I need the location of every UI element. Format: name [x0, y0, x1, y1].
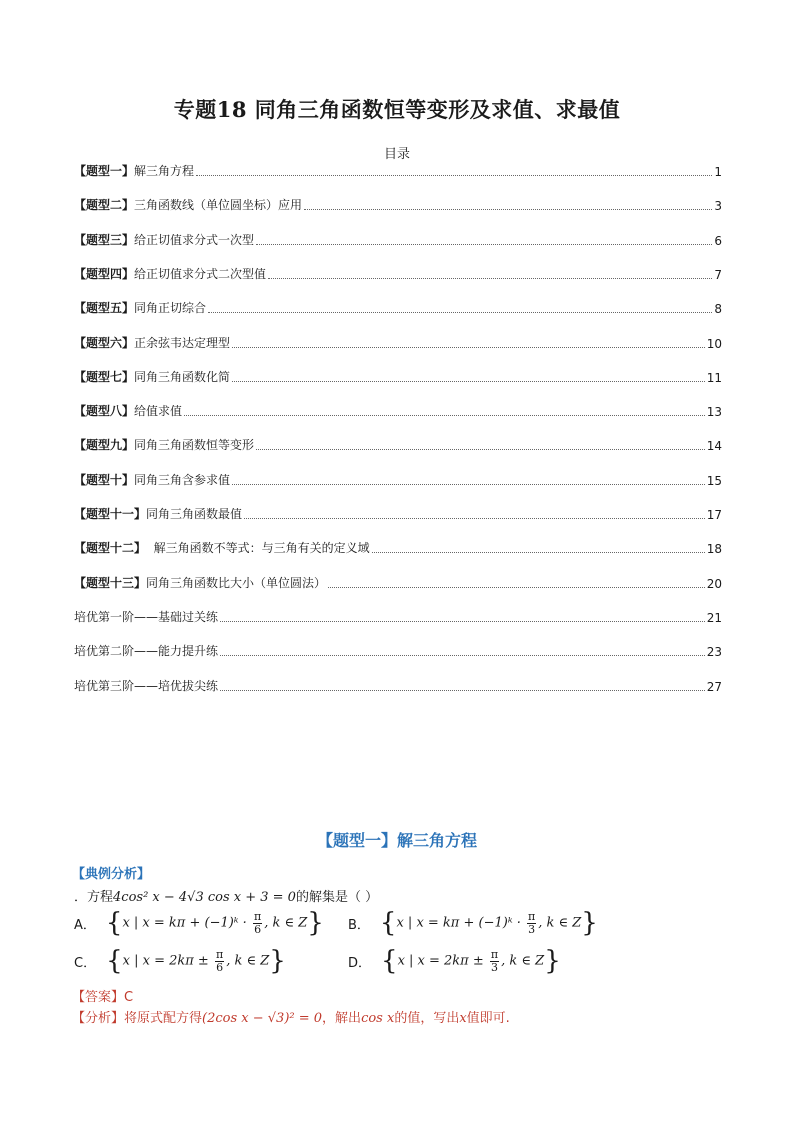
toc-entry[interactable] [74, 401, 722, 419]
toc-entry-label: 解三角方程 [134, 164, 195, 178]
option-b[interactable] [348, 910, 598, 936]
toc-entry-tag: 【题型十二】 [74, 541, 147, 555]
option-expr-post: , k ∈ Z [538, 915, 582, 931]
toc-dot-leader [268, 277, 712, 279]
toc-entry-label: 给正切值求分式二次型值 [134, 267, 267, 281]
analysis-label: 【分析】 [72, 1011, 125, 1026]
toc-dot-leader [256, 243, 712, 245]
toc-entry-page: 7 [714, 268, 722, 282]
toc-entry[interactable] [74, 607, 722, 625]
option-a[interactable] [74, 910, 324, 936]
option-expr-post: , k ∈ Z [264, 915, 308, 931]
option-c[interactable] [74, 948, 286, 974]
toc-dot-leader [328, 586, 705, 588]
toc-entry-tag: 【题型八】 [74, 404, 135, 418]
toc-dot-leader [232, 380, 705, 382]
toc-entry-label: 给正切值求分式一次型 [134, 233, 255, 247]
option-letter: B． [348, 917, 370, 933]
toc-entry-tag: 【题型十三】 [74, 576, 147, 590]
toc-entry-label: 同角三角函数比大小（单位圆法） [146, 576, 327, 590]
toc-entry[interactable] [74, 641, 722, 659]
toc-dot-leader [220, 689, 705, 691]
toc-entry[interactable] [74, 435, 722, 453]
brace-right-icon: } [307, 908, 324, 938]
option-expr-post: , k ∈ Z [501, 953, 545, 969]
toc-entry-tag: 【题型五】 [74, 301, 135, 315]
option-expr-post: , k ∈ Z [226, 953, 270, 969]
option-d[interactable] [348, 948, 561, 974]
brace-left-icon: { [105, 908, 123, 938]
option-expr-pre: x | x = kπ + (−1)ᵏ · [396, 915, 525, 931]
fraction: $\frac{\pi}{6}$ [215, 947, 224, 974]
answer [72, 986, 133, 1005]
fraction: $\frac{\pi}{3}$ [490, 947, 499, 974]
toc-dot-leader [208, 311, 712, 313]
analysis-text-4: 值即可. [466, 1011, 510, 1026]
option-expr-pre: x | x = 2kπ ± [122, 953, 213, 969]
question-suffix: 的解集是（ ） [295, 890, 379, 905]
toc-dot-leader [372, 551, 705, 553]
brace-left-icon: { [381, 946, 398, 976]
toc-entry-tag: 【题型一】 [74, 164, 135, 178]
toc-entry-page: 21 [706, 611, 722, 625]
toc-entry-page: 27 [706, 680, 722, 694]
analysis-text-3: 的值，写出 [394, 1011, 460, 1026]
toc-entry-label: 解三角函数不等式：与三角有关的定义域 [146, 541, 370, 555]
toc-entry-label: 同角正切综合 [134, 301, 207, 315]
toc-entry-label: 培优第二阶——能力提升练 [74, 644, 219, 658]
toc-entry-page: 17 [706, 508, 722, 522]
analysis-var-cos: cos x [361, 1011, 395, 1026]
toc-entry-label: 同角三角函数最值 [146, 507, 243, 521]
toc-entry-label: 正余弦韦达定理型 [134, 336, 231, 350]
toc-entry-page: 3 [714, 199, 722, 213]
option-expr-pre: x | x = kπ + (−1)ᵏ · [122, 915, 251, 931]
question-equation: 4cos² x − 4√3 cos x + 3 = 0 [113, 890, 296, 905]
toc-entry[interactable] [74, 676, 722, 694]
option-letter: C． [74, 955, 97, 971]
toc-entry-tag: 【题型九】 [74, 438, 135, 452]
toc-dot-leader [220, 620, 705, 622]
toc-entry-label: 培优第三阶——培优拔尖练 [74, 679, 219, 693]
toc-dot-leader [304, 208, 712, 210]
toc-entry-label: 同角三角函数恒等变形 [134, 438, 255, 452]
toc-entry-label: 三角函数线（单位圆坐标）应用 [134, 198, 303, 212]
toc-entry[interactable] [74, 367, 722, 385]
option-expr-pre: x | x = 2kπ ± [397, 953, 488, 969]
toc-entry[interactable] [74, 470, 722, 488]
toc-entry-page: 11 [706, 371, 722, 385]
analysis-text-1: 将原式配方得 [124, 1011, 203, 1026]
toc-entry[interactable] [74, 333, 722, 351]
toc-entry-page: 6 [714, 234, 722, 248]
toc-entry[interactable] [74, 195, 722, 213]
answer-label: 【答案】 [72, 990, 125, 1005]
brace-right-icon: } [581, 908, 598, 938]
brace-right-icon: } [544, 946, 561, 976]
toc-dot-leader [244, 517, 705, 519]
analysis-equation: (2cos x − √3)² = 0 [202, 1011, 323, 1026]
brace-left-icon: { [379, 908, 397, 938]
question [74, 886, 378, 905]
analysis-text-2: ，解出 [322, 1011, 362, 1026]
toc-entry[interactable] [74, 230, 722, 248]
toc-entry-label: 给值求值 [134, 404, 183, 418]
toc-dot-leader [220, 654, 705, 656]
toc-dot-leader [232, 483, 705, 485]
toc-entry-page: 10 [706, 337, 722, 351]
analysis-var-x: x [459, 1011, 467, 1026]
toc-entry-tag: 【题型二】 [74, 198, 135, 212]
toc-entry-page: 23 [706, 645, 722, 659]
toc-entry-tag: 【题型七】 [74, 370, 135, 384]
toc-entry-page: 13 [706, 405, 722, 419]
toc-entry[interactable] [74, 573, 722, 591]
toc-entry-label: 培优第一阶——基础过关练 [74, 610, 219, 624]
fraction: $\frac{\pi}{6}$ [253, 909, 262, 936]
toc-entry-page: 20 [706, 577, 722, 591]
example-tag: 【典例分析】 [72, 867, 151, 882]
section-heading: 【题型一】解三角方程 [316, 831, 477, 850]
toc-entry-page: 1 [714, 165, 722, 179]
toc-entry-tag: 【题型四】 [74, 267, 135, 281]
brace-left-icon: { [106, 946, 123, 976]
toc-entry-tag: 【题型三】 [74, 233, 135, 247]
toc-dot-leader [196, 174, 712, 176]
answer-value: C [124, 990, 134, 1005]
analysis [72, 1007, 510, 1026]
toc-entry[interactable] [74, 264, 722, 282]
option-letter: A． [74, 917, 96, 933]
toc-entry-page: 14 [706, 439, 722, 453]
option-letter: D． [348, 955, 372, 971]
toc-entry-page: 8 [714, 302, 722, 316]
toc-dot-leader [184, 414, 705, 416]
toc-dot-leader [256, 448, 705, 450]
toc-entry-tag: 【题型十】 [74, 473, 135, 487]
toc-heading: 目录 [383, 147, 410, 162]
toc-entry[interactable] [74, 161, 722, 179]
toc-entry-label: 同角三角函数化简 [134, 370, 231, 384]
brace-right-icon: } [269, 946, 286, 976]
toc-entry[interactable] [74, 298, 722, 316]
toc-entry-page: 18 [706, 542, 722, 556]
toc-entry-tag: 【题型六】 [74, 336, 135, 350]
toc-entry[interactable] [74, 538, 722, 556]
toc-entry-tag: 【题型十一】 [74, 507, 147, 521]
toc-entry[interactable] [74, 504, 722, 522]
toc-entry-page: 15 [706, 474, 722, 488]
question-prefix: ．方程 [74, 890, 114, 905]
fraction: $\frac{\pi}{3}$ [527, 909, 536, 936]
toc-dot-leader [232, 346, 705, 348]
page-title: 专题18 同角三角函数恒等变形及求值、求最值 [173, 97, 621, 122]
toc-entry-label: 同角三角含参求值 [134, 473, 231, 487]
